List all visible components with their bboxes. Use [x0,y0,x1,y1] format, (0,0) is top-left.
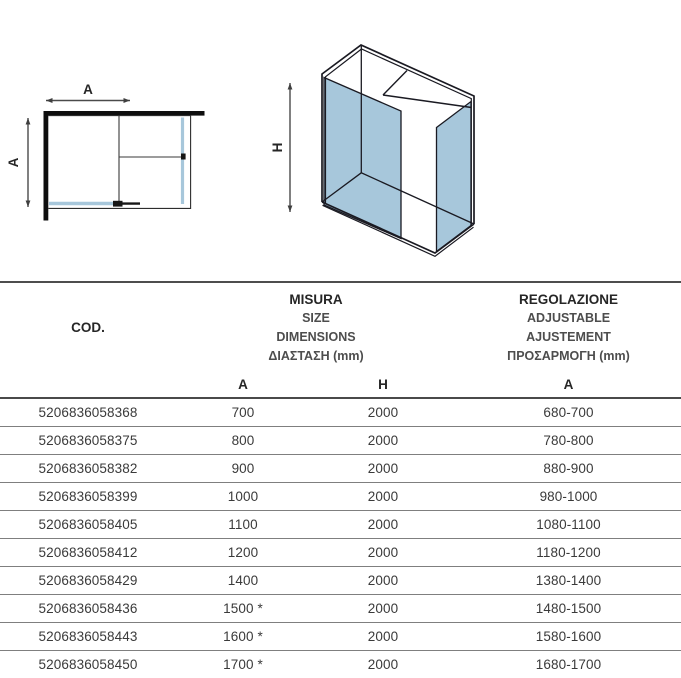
cell-size-h: 2000 [367,405,399,420]
cell-adjustable-a: 780-800 [543,433,594,448]
size-header-line: MISURA [289,292,343,307]
cell-adjustable-a: 1380-1400 [535,573,602,588]
column-header-adjustable [456,283,681,371]
arrowhead-right-icon [124,98,131,103]
iso-view-diagram [270,45,474,256]
glass-clamp-bottom [113,201,123,207]
cell-cod: 5206836058375 [38,433,138,448]
cell-size-a: 1100 [228,517,258,532]
cell-size-a: 800 [231,433,255,448]
cell-size-h: 2000 [367,433,399,448]
spec-table [0,281,681,678]
glass-panel-front-iso [324,78,401,239]
size-header-line: ΔΙΑΣΤΑΣΗ (mm) [268,349,364,363]
table-row [0,483,681,511]
cell-cod: 5206836058382 [38,461,138,476]
cell-size-h: 2000 [367,601,399,616]
table-row [0,595,681,623]
glass-clamp-right [181,154,186,160]
arrowhead-left-icon [46,98,53,103]
cell-size-a: 700 [231,405,255,420]
width-dimension-arrow [46,82,130,103]
table-header [0,281,681,399]
wall-top [44,111,205,116]
cell-cod: 5206836058412 [38,545,138,560]
table-row [0,427,681,455]
size-header-line: DIMENSIONS [276,330,356,344]
cell-size-a: 900 [231,461,255,476]
table-row [0,455,681,483]
cell-adjustable-a: 680-700 [543,405,594,420]
top-view-diagram [6,82,205,221]
cell-cod: 5206836058443 [38,629,138,644]
table-body [0,399,681,678]
cell-adjustable-a: 1480-1500 [535,601,602,616]
subheader-size-a: A [238,376,248,392]
table-row [0,399,681,427]
adjustable-header-line: ΠΡΟΣΑΡΜΟΓΗ (mm) [507,349,630,363]
support-bar-side-iso [383,95,472,108]
cell-size-a: 1700 * [223,657,263,672]
table-header-main [0,283,681,371]
cell-size-a: 1400 [227,573,259,588]
subheader-empty [0,371,176,397]
depth-dimension-arrow [6,118,30,207]
cell-size-h: 2000 [367,461,399,476]
adjustable-header-line: ADJUSTABLE [526,311,611,325]
cell-adjustable-a: 1580-1600 [535,629,602,644]
cell-size-h: 2000 [367,517,399,532]
cell-cod: 5206836058429 [38,573,138,588]
cell-size-a: 1200 [227,545,259,560]
cell-size-h: 2000 [367,629,399,644]
wall-left [44,111,49,221]
cell-size-h: 2000 [367,573,399,588]
cell-cod: 5206836058450 [38,657,138,672]
iso-view-height-label: H [270,142,285,153]
table-row [0,623,681,651]
column-header-size [176,283,456,371]
table-row [0,651,681,678]
cell-adjustable-a: 1080-1100 [536,517,601,532]
cell-cod: 5206836058436 [38,601,138,616]
cell-size-a: 1600 * [223,629,263,644]
glass-panel-side-iso [437,102,472,252]
cell-cod: 5206836058405 [38,517,138,532]
top-view-depth-label: A [6,157,21,168]
table-row [0,511,681,539]
cell-size-a: 1500 * [223,601,263,616]
arrowhead-up-icon [26,118,31,125]
cell-adjustable-a: 1680-1700 [535,657,602,672]
adjustable-header-line: REGOLAZIONE [518,292,618,307]
adjustable-header-line: AJUSTEMENT [526,330,611,344]
cell-size-h: 2000 [367,489,399,504]
height-dimension-arrow [270,83,292,212]
cell-size-a: 1000 [227,489,259,504]
cell-cod: 5206836058399 [38,489,138,504]
table-subheader [0,371,681,397]
cell-cod: 5206836058368 [38,405,138,420]
support-bar-rear-iso [383,71,407,96]
size-header-line: SIZE [302,311,330,325]
cell-adjustable-a: 1180-1200 [536,545,601,560]
cell-size-h: 2000 [367,657,399,672]
column-header-cod: COD. [71,319,105,335]
table-row [0,567,681,595]
subheader-size-h: H [378,376,388,392]
cell-size-h: 2000 [367,545,399,560]
arrowhead-down-icon [288,206,293,213]
technical-diagrams [0,0,681,281]
arrowhead-down-icon [26,201,31,208]
subheader-adjustable-a: A [563,376,574,392]
cell-adjustable-a: 880-900 [543,461,594,476]
cell-adjustable-a: 980-1000 [539,489,598,504]
arrowhead-up-icon [288,83,293,90]
top-view-width-label: A [83,82,93,97]
table-row [0,539,681,567]
